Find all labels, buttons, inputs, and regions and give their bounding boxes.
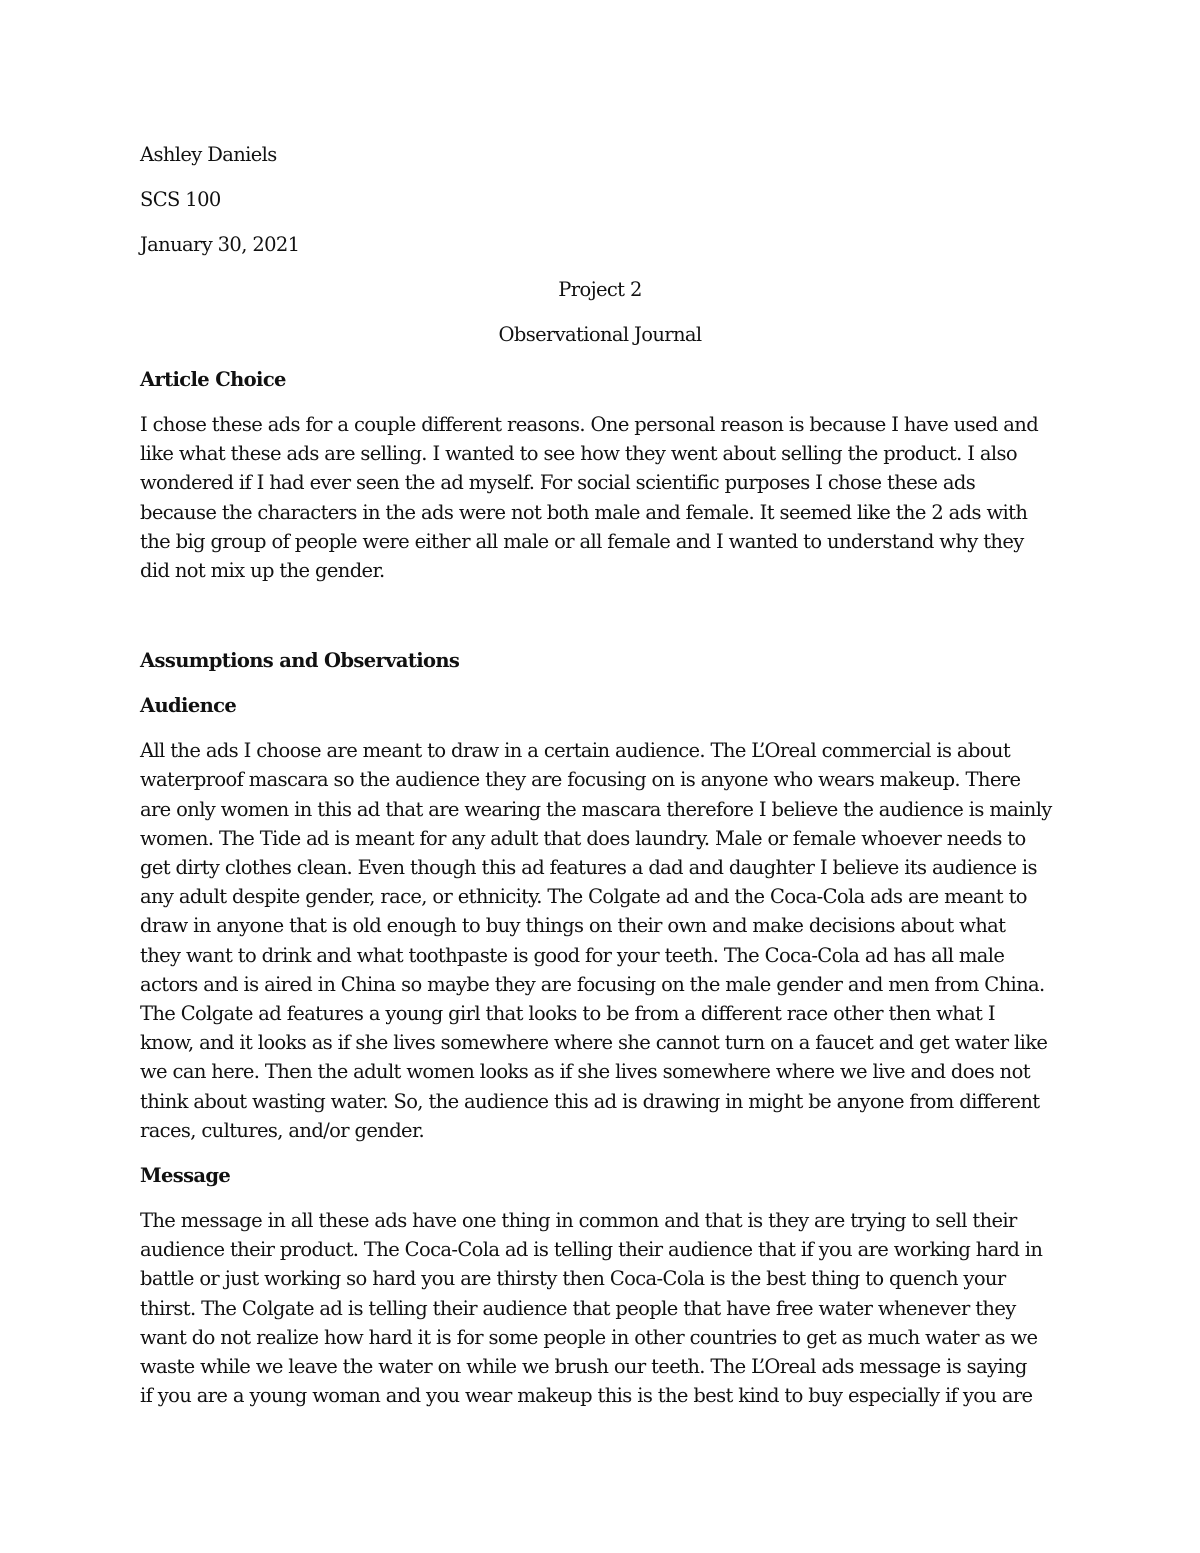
paragraph-line: think about wasting water. So, the audience this ad is drawing in might be anyone from different	[140, 1089, 1040, 1113]
paragraph-line: wondered if I had ever seen the ad myself. For social scientific purposes I chose these ads	[140, 471, 976, 495]
course-code: SCS 100	[140, 188, 221, 211]
paragraph-line: want do not realize how hard it is for some people in other countries to get as much water as we	[140, 1325, 1038, 1349]
section-heading-assumptions: Assumptions and Observations	[140, 649, 460, 673]
paragraph-line: they want to drink and what toothpaste is good for your teeth. The Coca-Cola ad has all male	[140, 943, 1005, 967]
paragraph-line: women. The Tide ad is meant for any adult that does laundry. Male or female whoever needs to	[140, 826, 1026, 850]
paragraph-audience	[140, 736, 1060, 1145]
paragraph-line: battle or just working so hard you are thirsty then Coca-Cola is the best thing to quench your	[140, 1267, 1006, 1291]
section-heading-message: Message	[140, 1164, 231, 1188]
paragraph-line: like what these ads are selling. I wanted to see how they went about selling the product. I also	[140, 442, 1017, 466]
paragraph-line: I chose these ads for a couple different reasons. One personal reason is because I have used and	[140, 413, 1039, 436]
document-date: January 30, 2021	[140, 233, 300, 256]
document-title: Project 2	[558, 278, 642, 301]
document-body	[140, 140, 1060, 1410]
paragraph-line: races, cultures, and/or gender.	[140, 1118, 425, 1142]
paragraph-line: actors and is aired in China so maybe they are focusing on the male gender and men from China.	[140, 972, 1045, 996]
paragraph-line: did not mix up the gender.	[140, 559, 385, 583]
paragraph-line: waste while we leave the water on while we brush our teeth. The L’Oreal ads message is saying	[140, 1355, 1027, 1379]
document-subtitle: Observational Journal	[498, 323, 702, 346]
paragraph-message	[140, 1206, 1060, 1410]
author-name: Ashley Daniels	[140, 143, 277, 166]
paragraph-line: The Colgate ad features a young girl that looks to be from a different race other then what I	[140, 1002, 995, 1026]
section-heading-article-choice: Article Choice	[140, 368, 286, 391]
paragraph-line: waterproof mascara so the audience they are focusing on is anyone who wears makeup. There	[140, 768, 1021, 792]
paragraph-line: All the ads I choose are meant to draw in a certain audience. The L’Oreal commercial is about	[140, 739, 1011, 763]
paragraph-line: audience their product. The Coca-Cola ad is telling their audience that if you are working hard in	[140, 1238, 1043, 1262]
paragraph-line: if you are a young woman and you wear makeup this is the best kind to buy especially if you are	[140, 1384, 1033, 1408]
paragraph-line: the big group of people were either all male or all female and I wanted to understand why they	[140, 529, 1024, 553]
section-heading-audience: Audience	[140, 694, 237, 718]
paragraph-line: The message in all these ads have one thing in common and that is they are trying to sell their	[140, 1209, 1017, 1233]
paragraph-line: any adult despite gender, race, or ethnicity. The Colgate ad and the Coca-Cola ads are meant to	[140, 885, 1027, 909]
paragraph-line: get dirty clothes clean. Even though this ad features a dad and daughter I believe its audience is	[140, 856, 1037, 880]
paragraph-line: draw in anyone that is old enough to buy things on their own and make decisions about what	[140, 914, 1006, 938]
paragraph-line: because the characters in the ads were not both male and female. It seemed like the 2 ads with	[140, 500, 1028, 524]
paragraph-line: know, and it looks as if she lives somewhere where she cannot turn on a faucet and get water like	[140, 1031, 1048, 1055]
paragraph-line: are only women in this ad that are wearing the mascara therefore I believe the audience is mainly	[140, 797, 1052, 821]
paragraph-article-choice	[140, 410, 1060, 585]
paragraph-line: thirst. The Colgate ad is telling their audience that people that have free water whenever they	[140, 1296, 1016, 1320]
paragraph-line: we can here. Then the adult women looks as if she lives somewhere where we live and does not	[140, 1060, 1030, 1084]
